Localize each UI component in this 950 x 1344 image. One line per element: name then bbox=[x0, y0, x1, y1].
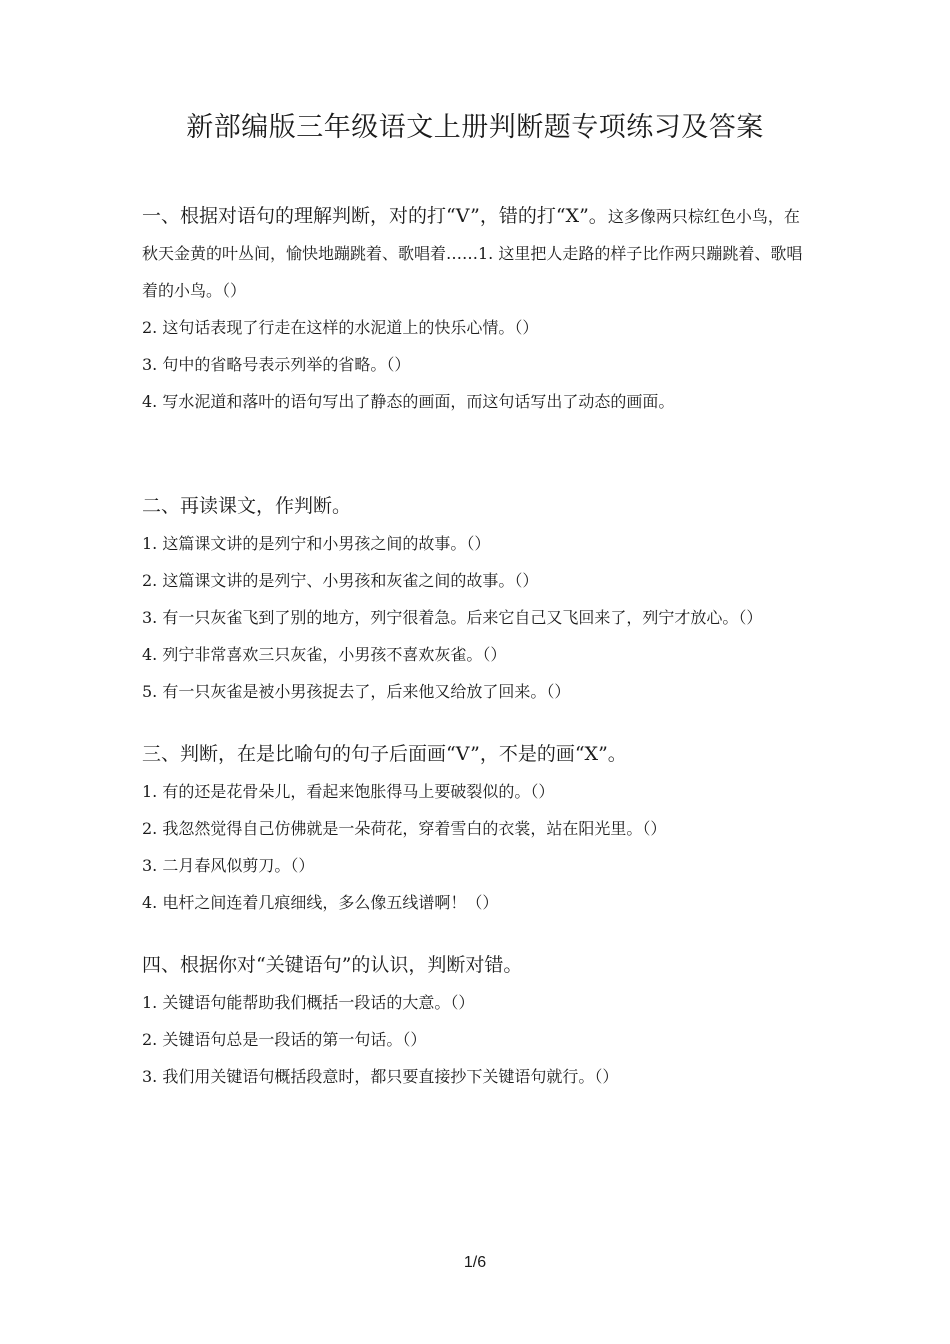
list-item: 4. 电杆之间连着几痕细线，多么像五线谱啊！（） bbox=[142, 893, 499, 912]
page-title: 新部编版三年级语文上册判断题专项练习及答案 bbox=[186, 112, 764, 143]
list-item: 2. 这篇课文讲的是列宁、小男孩和灰雀之间的故事。（） bbox=[142, 571, 539, 590]
list-item: 5. 有一只灰雀是被小男孩捉去了，后来他又给放了回来。（） bbox=[142, 682, 571, 701]
document-body bbox=[142, 198, 812, 1095]
list-item: 1. 这篇课文讲的是列宁和小男孩之间的故事。（） bbox=[142, 534, 491, 553]
list-item: 3. 二月春风似剪刀。（） bbox=[142, 856, 315, 875]
page-number: 1/6 bbox=[463, 1254, 487, 1271]
section-heading: 三、判断，在是比喻句的句子后面画“V”，不是的画“X”。 bbox=[142, 743, 627, 765]
section-intro: 这多像两只棕红色小鸟，在秋天金黄的叶丛间，愉快地蹦跳着、歌唱着……1. 这里把人走路的样子比作两只蹦跳着、歌唱着的小鸟。（） bbox=[142, 207, 803, 300]
list-item: 2. 这句话表现了行走在这样的水泥道上的快乐心情。（） bbox=[142, 318, 539, 337]
section-heading-text: 一、根据对语句的理解判断，对的打“V”，错的打“X”。 bbox=[142, 205, 608, 227]
section-heading: 二、再读课文，作判断。 bbox=[142, 495, 352, 517]
list-item: 1. 关键语句能帮助我们概括一段话的大意。（） bbox=[142, 993, 475, 1012]
list-item: 1. 有的还是花骨朵儿，看起来饱胀得马上要破裂似的。（） bbox=[142, 782, 555, 801]
list-item: 4. 列宁非常喜欢三只灰雀，小男孩不喜欢灰雀。（） bbox=[142, 645, 507, 664]
section-4 bbox=[142, 947, 812, 1095]
section-1 bbox=[142, 198, 812, 420]
section-3 bbox=[142, 736, 812, 921]
list-item: 4. 写水泥道和落叶的语句写出了静态的画面，而这句话写出了动态的画面。 bbox=[142, 392, 675, 411]
section-heading bbox=[142, 198, 812, 309]
list-item: 3. 句中的省略号表示列举的省略。（） bbox=[142, 355, 411, 374]
list-item: 2. 我忽然觉得自己仿佛就是一朵荷花，穿着雪白的衣裳，站在阳光里。（） bbox=[142, 819, 667, 838]
section-2 bbox=[142, 488, 812, 710]
list-item: 3. 有一只灰雀飞到了别的地方，列宁很着急。后来它自己又飞回来了，列宁才放心。（） bbox=[142, 608, 763, 627]
section-heading: 四、根据你对“关键语句”的认识，判断对错。 bbox=[142, 954, 523, 976]
list-item: 2. 关键语句总是一段话的第一句话。（） bbox=[142, 1030, 427, 1049]
list-item: 3. 我们用关键语句概括段意时，都只要直接抄下关键语句就行。（） bbox=[142, 1067, 619, 1086]
